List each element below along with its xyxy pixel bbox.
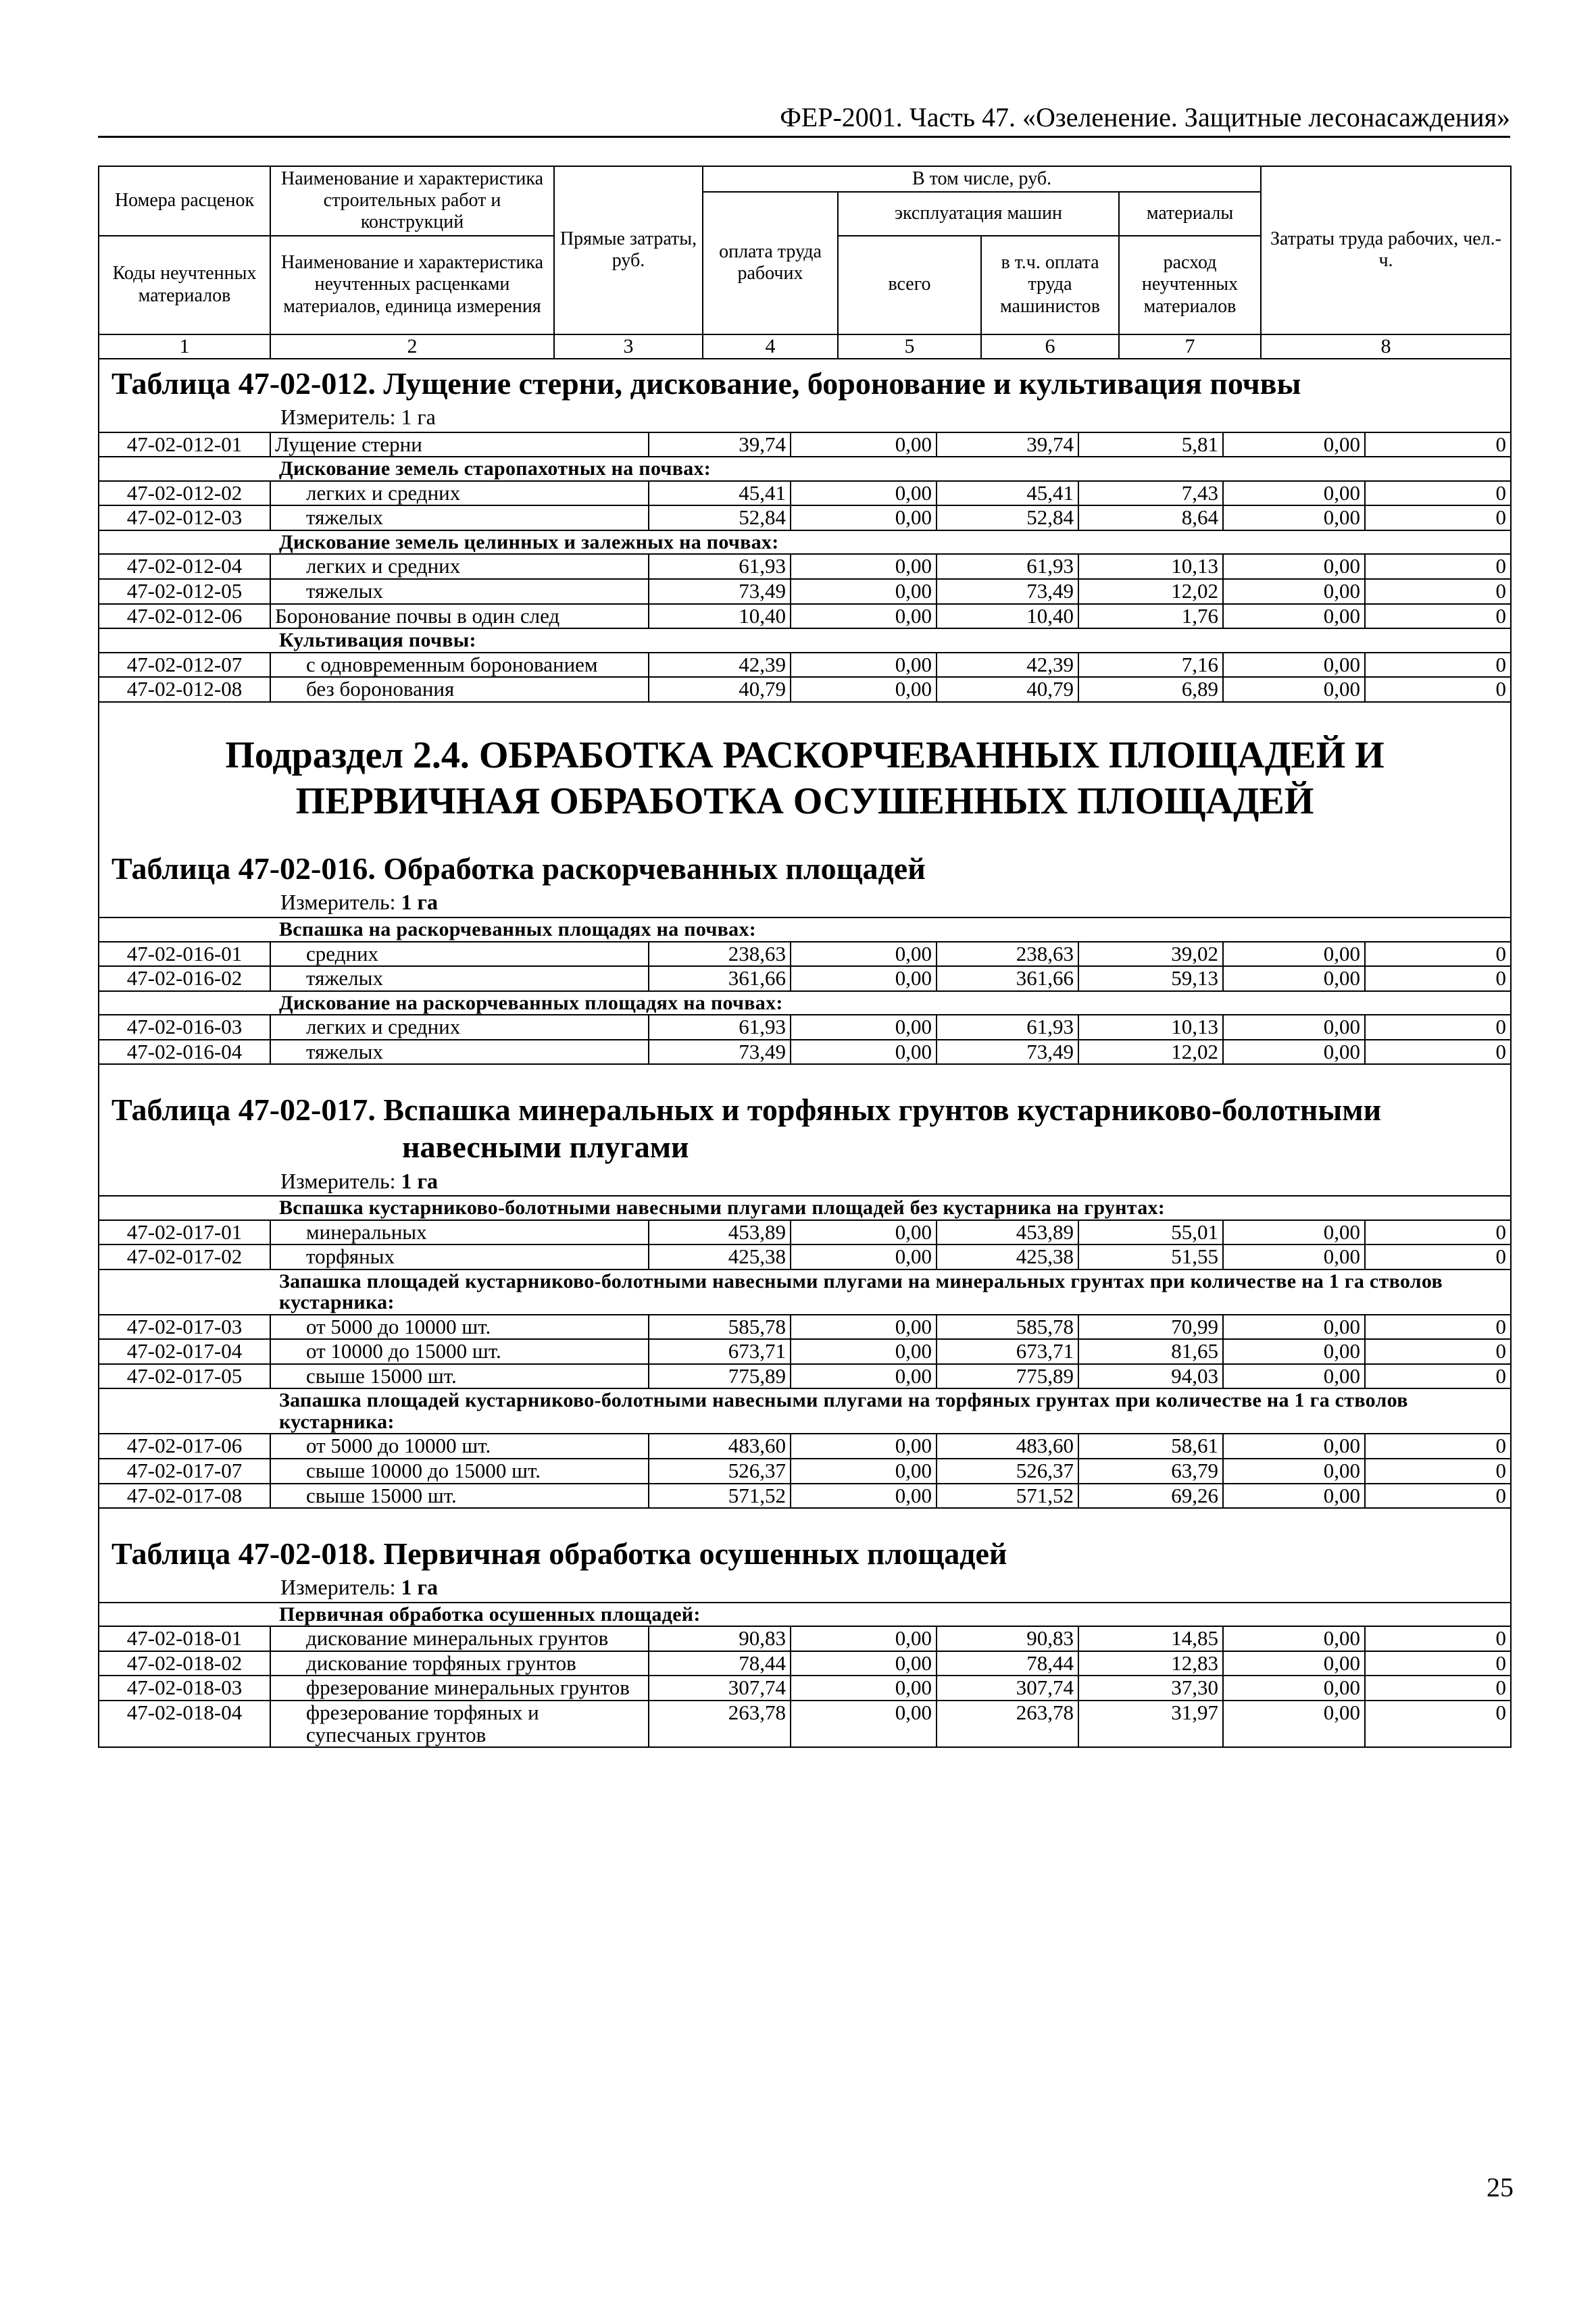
operator-pay-cell: 12,02 xyxy=(1078,1040,1223,1065)
labor-hours-cell: 0 xyxy=(1365,1626,1511,1651)
work-name-cell: средних xyxy=(270,942,649,967)
work-name-cell: тяжелых xyxy=(270,505,649,530)
direct-cost-cell: 775,89 xyxy=(649,1364,791,1389)
table-title: Таблица 47-02-017. Вспашка минеральных и торфяных грунтов кустарниково-болотными навесными плугами xyxy=(99,1082,1511,1168)
group-heading: Первичная обработка осушенных площадей: xyxy=(99,1603,1511,1627)
rate-code-cell: 47-02-012-08 xyxy=(99,677,270,702)
table-row xyxy=(99,432,1511,457)
rate-code-cell: 47-02-012-05 xyxy=(99,579,270,604)
materials-cell: 0,00 xyxy=(1223,1701,1365,1747)
machines-header: эксплуатация машин xyxy=(838,192,1119,235)
col-number: 7 xyxy=(1119,334,1261,359)
labor-hours-cell: 0 xyxy=(1365,1315,1511,1340)
operator-pay-cell: 8,64 xyxy=(1078,505,1223,530)
machines-total-cell: 73,49 xyxy=(937,1040,1078,1065)
col4-header: оплата труда рабочих xyxy=(703,192,838,334)
table-row xyxy=(99,677,1511,702)
direct-cost-cell: 61,93 xyxy=(649,554,791,579)
col5-header: всего xyxy=(838,236,981,334)
rate-code-cell: 47-02-017-02 xyxy=(99,1244,270,1269)
group-heading-row xyxy=(99,1388,1511,1434)
group-heading-row xyxy=(99,1603,1511,1627)
machines-total-cell: 263,78 xyxy=(937,1701,1078,1747)
direct-cost-cell: 10,40 xyxy=(649,604,791,629)
direct-cost-cell: 585,78 xyxy=(649,1315,791,1340)
operator-pay-cell: 6,89 xyxy=(1078,677,1223,702)
labor-hours-cell: 0 xyxy=(1365,966,1511,991)
rate-code-cell: 47-02-012-07 xyxy=(99,653,270,678)
rate-code-cell: 47-02-012-01 xyxy=(99,432,270,457)
materials-cell: 0,00 xyxy=(1223,604,1365,629)
labor-hours-cell: 0 xyxy=(1365,1015,1511,1040)
work-name-cell: от 10000 до 15000 шт. xyxy=(270,1339,649,1364)
labor-hours-cell: 0 xyxy=(1365,1676,1511,1701)
labor-hours-cell: 0 xyxy=(1365,432,1511,457)
labor-pay-cell: 0,00 xyxy=(791,1459,937,1484)
group-heading-row xyxy=(99,628,1511,653)
materials-cell: 0,00 xyxy=(1223,432,1365,457)
operator-pay-cell: 37,30 xyxy=(1078,1676,1223,1701)
labor-pay-cell: 0,00 xyxy=(791,1339,937,1364)
work-name-cell: свыше 10000 до 15000 шт. xyxy=(270,1459,649,1484)
direct-cost-cell: 263,78 xyxy=(649,1701,791,1747)
work-name-cell: легких и средних xyxy=(270,554,649,579)
work-name-cell: Лущение стерни xyxy=(270,432,649,457)
group-heading-row xyxy=(99,457,1511,481)
table-title: Таблица 47-02-012. Лущение стерни, дискование, боронование и культивация почвы xyxy=(99,355,1511,405)
labor-pay-cell: 0,00 xyxy=(791,1484,937,1509)
direct-cost-cell: 526,37 xyxy=(649,1459,791,1484)
table-row xyxy=(99,1484,1511,1509)
materials-cell: 0,00 xyxy=(1223,1315,1365,1340)
labor-pay-cell: 0,00 xyxy=(791,942,937,967)
table-title: Таблица 47-02-018. Первичная обработка осушенных площадей xyxy=(99,1526,1511,1575)
machines-total-cell: 585,78 xyxy=(937,1315,1078,1340)
work-name-cell: от 5000 до 10000 шт. xyxy=(270,1315,649,1340)
rate-code-cell: 47-02-017-04 xyxy=(99,1339,270,1364)
table-row xyxy=(99,481,1511,506)
measure-unit: Измеритель: 1 га xyxy=(99,890,1511,917)
work-name-cell: дискование торфяных грунтов xyxy=(270,1651,649,1676)
table-row xyxy=(99,1220,1511,1245)
direct-cost-cell: 238,63 xyxy=(649,942,791,967)
machines-total-cell: 39,74 xyxy=(937,432,1078,457)
rate-code-cell: 47-02-016-02 xyxy=(99,966,270,991)
direct-cost-cell: 42,39 xyxy=(649,653,791,678)
operator-pay-cell: 70,99 xyxy=(1078,1315,1223,1340)
col3-header: Прямые затраты, руб. xyxy=(554,166,703,334)
operator-pay-cell: 39,02 xyxy=(1078,942,1223,967)
labor-pay-cell: 0,00 xyxy=(791,1315,937,1340)
operator-pay-cell: 58,61 xyxy=(1078,1434,1223,1459)
materials-cell: 0,00 xyxy=(1223,481,1365,506)
labor-pay-cell: 0,00 xyxy=(791,554,937,579)
machines-total-cell: 526,37 xyxy=(937,1459,1078,1484)
labor-hours-cell: 0 xyxy=(1365,1244,1511,1269)
table-row xyxy=(99,966,1511,991)
direct-cost-cell: 39,74 xyxy=(649,432,791,457)
labor-hours-cell: 0 xyxy=(1365,1651,1511,1676)
col1-top: Номера расценок xyxy=(99,166,270,236)
work-name-cell: без боронования xyxy=(270,677,649,702)
operator-pay-cell: 10,13 xyxy=(1078,554,1223,579)
labor-hours-cell: 0 xyxy=(1365,505,1511,530)
operator-pay-cell: 81,65 xyxy=(1078,1339,1223,1364)
materials-cell: 0,00 xyxy=(1223,1676,1365,1701)
col7-header: расход неучтенных материалов xyxy=(1119,236,1261,334)
group-heading: Дискование земель целинных и залежных на почвах: xyxy=(99,530,1511,555)
group-heading: Дискование земель старопахотных на почвах: xyxy=(99,457,1511,481)
table-title: Таблица 47-02-016. Обработка раскорчеванных площадей xyxy=(99,840,1511,890)
materials-cell: 0,00 xyxy=(1223,1459,1365,1484)
materials-cell: 0,00 xyxy=(1223,1220,1365,1245)
labor-hours-cell: 0 xyxy=(1365,481,1511,506)
operator-pay-cell: 14,85 xyxy=(1078,1626,1223,1651)
group-heading: Дискование на раскорчеванных площадях на почвах: xyxy=(99,991,1511,1015)
machines-total-cell: 571,52 xyxy=(937,1484,1078,1509)
table-row xyxy=(99,1701,1511,1747)
table-row xyxy=(99,1015,1511,1040)
labor-hours-cell: 0 xyxy=(1365,1339,1511,1364)
work-name-cell: тяжелых xyxy=(270,1040,649,1065)
machines-total-cell: 61,93 xyxy=(937,1015,1078,1040)
direct-cost-cell: 78,44 xyxy=(649,1651,791,1676)
labor-hours-cell: 0 xyxy=(1365,1459,1511,1484)
materials-cell: 0,00 xyxy=(1223,1651,1365,1676)
labor-pay-cell: 0,00 xyxy=(791,1015,937,1040)
operator-pay-cell: 7,16 xyxy=(1078,653,1223,678)
labor-hours-cell: 0 xyxy=(1365,942,1511,967)
labor-pay-cell: 0,00 xyxy=(791,1434,937,1459)
col-number: 8 xyxy=(1261,334,1511,359)
work-name-cell: тяжелых xyxy=(270,579,649,604)
table-row xyxy=(99,1364,1511,1389)
col-number: 2 xyxy=(270,334,554,359)
labor-pay-cell: 0,00 xyxy=(791,653,937,678)
labor-pay-cell: 0,00 xyxy=(791,1244,937,1269)
labor-hours-cell: 0 xyxy=(1365,554,1511,579)
operator-pay-cell: 94,03 xyxy=(1078,1364,1223,1389)
direct-cost-cell: 571,52 xyxy=(649,1484,791,1509)
operator-pay-cell: 51,55 xyxy=(1078,1244,1223,1269)
materials-cell: 0,00 xyxy=(1223,1626,1365,1651)
col-number: 5 xyxy=(838,334,981,359)
materials-cell: 0,00 xyxy=(1223,942,1365,967)
rate-code-cell: 47-02-012-02 xyxy=(99,481,270,506)
col1-bottom: Коды неучтенных материалов xyxy=(99,236,270,334)
labor-pay-cell: 0,00 xyxy=(791,1220,937,1245)
labor-hours-cell: 0 xyxy=(1365,1701,1511,1747)
table-row xyxy=(99,653,1511,678)
table-row xyxy=(99,554,1511,579)
labor-hours-cell: 0 xyxy=(1365,677,1511,702)
labor-hours-cell: 0 xyxy=(1365,1364,1511,1389)
col2-bottom: Наименование и характеристика неучтенных расценками материалов, единица измерения xyxy=(270,236,554,334)
operator-pay-cell: 63,79 xyxy=(1078,1459,1223,1484)
machines-total-cell: 90,83 xyxy=(937,1626,1078,1651)
machines-total-cell: 40,79 xyxy=(937,677,1078,702)
operator-pay-cell: 31,97 xyxy=(1078,1701,1223,1747)
rate-code-cell: 47-02-017-08 xyxy=(99,1484,270,1509)
labor-pay-cell: 0,00 xyxy=(791,505,937,530)
operator-pay-cell: 5,81 xyxy=(1078,432,1223,457)
materials-cell: 0,00 xyxy=(1223,579,1365,604)
table-row xyxy=(99,1244,1511,1269)
table-row xyxy=(99,579,1511,604)
labor-pay-cell: 0,00 xyxy=(791,1364,937,1389)
labor-pay-cell: 0,00 xyxy=(791,604,937,629)
materials-cell: 0,00 xyxy=(1223,1484,1365,1509)
labor-pay-cell: 0,00 xyxy=(791,1626,937,1651)
direct-cost-cell: 361,66 xyxy=(649,966,791,991)
measure-unit: Измеритель: 1 га xyxy=(99,1169,1511,1197)
labor-pay-cell: 0,00 xyxy=(791,432,937,457)
direct-cost-cell: 45,41 xyxy=(649,481,791,506)
col-number: 1 xyxy=(99,334,270,359)
labor-hours-cell: 0 xyxy=(1365,653,1511,678)
materials-cell: 0,00 xyxy=(1223,677,1365,702)
page-number: 25 xyxy=(1487,2172,1514,2203)
operator-pay-cell: 12,83 xyxy=(1078,1651,1223,1676)
table-row xyxy=(99,1040,1511,1065)
measure-unit: Измеритель: 1 га xyxy=(99,405,1511,432)
col-number: 6 xyxy=(981,334,1119,359)
machines-total-cell: 52,84 xyxy=(937,505,1078,530)
operator-pay-cell: 12,02 xyxy=(1078,579,1223,604)
machines-total-cell: 73,49 xyxy=(937,579,1078,604)
rate-code-cell: 47-02-017-07 xyxy=(99,1459,270,1484)
work-name-cell: свыше 15000 шт. xyxy=(270,1364,649,1389)
col2-top: Наименование и характеристика строительных работ и конструкций xyxy=(270,166,554,236)
labor-hours-cell: 0 xyxy=(1365,1220,1511,1245)
labor-pay-cell: 0,00 xyxy=(791,677,937,702)
rate-code-cell: 47-02-018-01 xyxy=(99,1626,270,1651)
materials-cell: 0,00 xyxy=(1223,1364,1365,1389)
table-row xyxy=(99,1626,1511,1651)
direct-cost-cell: 425,38 xyxy=(649,1244,791,1269)
rate-code-cell: 47-02-012-04 xyxy=(99,554,270,579)
materials-cell: 0,00 xyxy=(1223,1434,1365,1459)
machines-total-cell: 453,89 xyxy=(937,1220,1078,1245)
group-heading: Запашка площадей кустарниково-болотными навесными плугами на минеральных грунтах при количестве на 1 га стволов кустарника: xyxy=(99,1269,1511,1315)
rates-table xyxy=(98,355,1512,1748)
direct-cost-cell: 73,49 xyxy=(649,1040,791,1065)
work-name-cell: легких и средних xyxy=(270,481,649,506)
table-row xyxy=(99,1339,1511,1364)
labor-pay-cell: 0,00 xyxy=(791,1651,937,1676)
work-name-cell: дискование минеральных грунтов xyxy=(270,1626,649,1651)
materials-cell: 0,00 xyxy=(1223,554,1365,579)
labor-pay-cell: 0,00 xyxy=(791,1676,937,1701)
group-heading-row xyxy=(99,1196,1511,1220)
group-heading: Культивация почвы: xyxy=(99,628,1511,653)
rate-code-cell: 47-02-017-05 xyxy=(99,1364,270,1389)
rate-code-cell: 47-02-012-06 xyxy=(99,604,270,629)
measure-unit: Измеритель: 1 га xyxy=(99,1575,1511,1603)
table-row xyxy=(99,942,1511,967)
col6-header: в т.ч. оплата труда машинистов xyxy=(981,236,1119,334)
materials-cell: 0,00 xyxy=(1223,1040,1365,1065)
work-name-cell: фрезерование торфяных и супесчаных грунтов xyxy=(270,1701,649,1747)
labor-hours-cell: 0 xyxy=(1365,604,1511,629)
group-heading: Запашка площадей кустарниково-болотными навесными плугами на торфяных грунтах при количестве на 1 га стволов кустарника: xyxy=(99,1388,1511,1434)
materials-cell: 0,00 xyxy=(1223,966,1365,991)
section-heading-line: Подраздел 2.4. ОБРАБОТКА РАСКОРЧЕВАННЫХ ПЛОЩАДЕЙ И xyxy=(225,734,1385,776)
work-name-cell: торфяных xyxy=(270,1244,649,1269)
labor-pay-cell: 0,00 xyxy=(791,481,937,506)
work-name-cell: свыше 15000 шт. xyxy=(270,1484,649,1509)
group-heading-row xyxy=(99,917,1511,942)
labor-pay-cell: 0,00 xyxy=(791,966,937,991)
materials-cell: 0,00 xyxy=(1223,1015,1365,1040)
table-row xyxy=(99,604,1511,629)
work-name-cell: легких и средних xyxy=(270,1015,649,1040)
materials-cell: 0,00 xyxy=(1223,1244,1365,1269)
operator-pay-cell: 69,26 xyxy=(1078,1484,1223,1509)
rate-code-cell: 47-02-018-04 xyxy=(99,1701,270,1747)
section-heading xyxy=(99,702,1511,841)
work-name-cell: тяжелых xyxy=(270,966,649,991)
direct-cost-cell: 483,60 xyxy=(649,1434,791,1459)
group-heading-row xyxy=(99,530,1511,555)
labor-pay-cell: 0,00 xyxy=(791,1701,937,1747)
labor-pay-cell: 0,00 xyxy=(791,579,937,604)
rate-code-cell: 47-02-012-03 xyxy=(99,505,270,530)
table-row xyxy=(99,1651,1511,1676)
materials-header: материалы xyxy=(1119,192,1261,235)
machines-total-cell: 775,89 xyxy=(937,1364,1078,1389)
labor-hours-cell: 0 xyxy=(1365,1484,1511,1509)
machines-total-cell: 10,40 xyxy=(937,604,1078,629)
rate-code-cell: 47-02-017-03 xyxy=(99,1315,270,1340)
work-name-cell: минеральных xyxy=(270,1220,649,1245)
table-row xyxy=(99,505,1511,530)
rate-code-cell: 47-02-017-01 xyxy=(99,1220,270,1245)
section-heading-line: ПЕРВИЧНАЯ ОБРАБОТКА ОСУШЕННЫХ ПЛОЩАДЕЙ xyxy=(295,780,1314,822)
labor-hours-cell: 0 xyxy=(1365,1040,1511,1065)
work-name-cell: Боронование почвы в один след xyxy=(270,604,649,629)
table-row xyxy=(99,1459,1511,1484)
direct-cost-cell: 453,89 xyxy=(649,1220,791,1245)
direct-cost-cell: 673,71 xyxy=(649,1339,791,1364)
machines-total-cell: 361,66 xyxy=(937,966,1078,991)
group-heading: Вспашка на раскорчеванных площадях на почвах: xyxy=(99,917,1511,942)
machines-total-cell: 483,60 xyxy=(937,1434,1078,1459)
work-name-cell: с одновременным боронованием xyxy=(270,653,649,678)
operator-pay-cell: 1,76 xyxy=(1078,604,1223,629)
labor-hours-cell: 0 xyxy=(1365,1434,1511,1459)
machines-total-cell: 307,74 xyxy=(937,1676,1078,1701)
machines-total-cell: 78,44 xyxy=(937,1651,1078,1676)
group-heading-row xyxy=(99,991,1511,1015)
work-name-cell: от 5000 до 10000 шт. xyxy=(270,1434,649,1459)
operator-pay-cell: 10,13 xyxy=(1078,1015,1223,1040)
machines-total-cell: 425,38 xyxy=(937,1244,1078,1269)
labor-pay-cell: 0,00 xyxy=(791,1040,937,1065)
direct-cost-cell: 307,74 xyxy=(649,1676,791,1701)
col-group-header: В том числе, руб. xyxy=(703,166,1261,192)
machines-total-cell: 45,41 xyxy=(937,481,1078,506)
labor-hours-cell: 0 xyxy=(1365,579,1511,604)
group-heading: Вспашка кустарниково-болотными навесными плугами площадей без кустарника на грунтах: xyxy=(99,1196,1511,1220)
direct-cost-cell: 73,49 xyxy=(649,579,791,604)
operator-pay-cell: 7,43 xyxy=(1078,481,1223,506)
machines-total-cell: 238,63 xyxy=(937,942,1078,967)
operator-pay-cell: 59,13 xyxy=(1078,966,1223,991)
col-number: 4 xyxy=(703,334,838,359)
running-header: ФЕР-2001. Часть 47. «Озеленение. Защитные лесонасаждения» xyxy=(98,101,1510,138)
rate-code-cell: 47-02-016-03 xyxy=(99,1015,270,1040)
rate-code-cell: 47-02-018-02 xyxy=(99,1651,270,1676)
operator-pay-cell: 55,01 xyxy=(1078,1220,1223,1245)
rate-code-cell: 47-02-017-06 xyxy=(99,1434,270,1459)
materials-cell: 0,00 xyxy=(1223,505,1365,530)
rate-code-cell: 47-02-016-04 xyxy=(99,1040,270,1065)
work-name-cell: фрезерование минеральных грунтов xyxy=(270,1676,649,1701)
col8-header: Затраты труда рабочих, чел.-ч. xyxy=(1261,166,1511,334)
materials-cell: 0,00 xyxy=(1223,1339,1365,1364)
machines-total-cell: 673,71 xyxy=(937,1339,1078,1364)
materials-cell: 0,00 xyxy=(1223,653,1365,678)
direct-cost-cell: 61,93 xyxy=(649,1015,791,1040)
machines-total-cell: 61,93 xyxy=(937,554,1078,579)
group-heading-row xyxy=(99,1269,1511,1315)
direct-cost-cell: 90,83 xyxy=(649,1626,791,1651)
table-row xyxy=(99,1315,1511,1340)
column-header-table xyxy=(98,166,1512,359)
machines-total-cell: 42,39 xyxy=(937,653,1078,678)
direct-cost-cell: 52,84 xyxy=(649,505,791,530)
col-number: 3 xyxy=(554,334,703,359)
table-row xyxy=(99,1676,1511,1701)
rate-code-cell: 47-02-018-03 xyxy=(99,1676,270,1701)
table-row xyxy=(99,1434,1511,1459)
direct-cost-cell: 40,79 xyxy=(649,677,791,702)
rate-code-cell: 47-02-016-01 xyxy=(99,942,270,967)
